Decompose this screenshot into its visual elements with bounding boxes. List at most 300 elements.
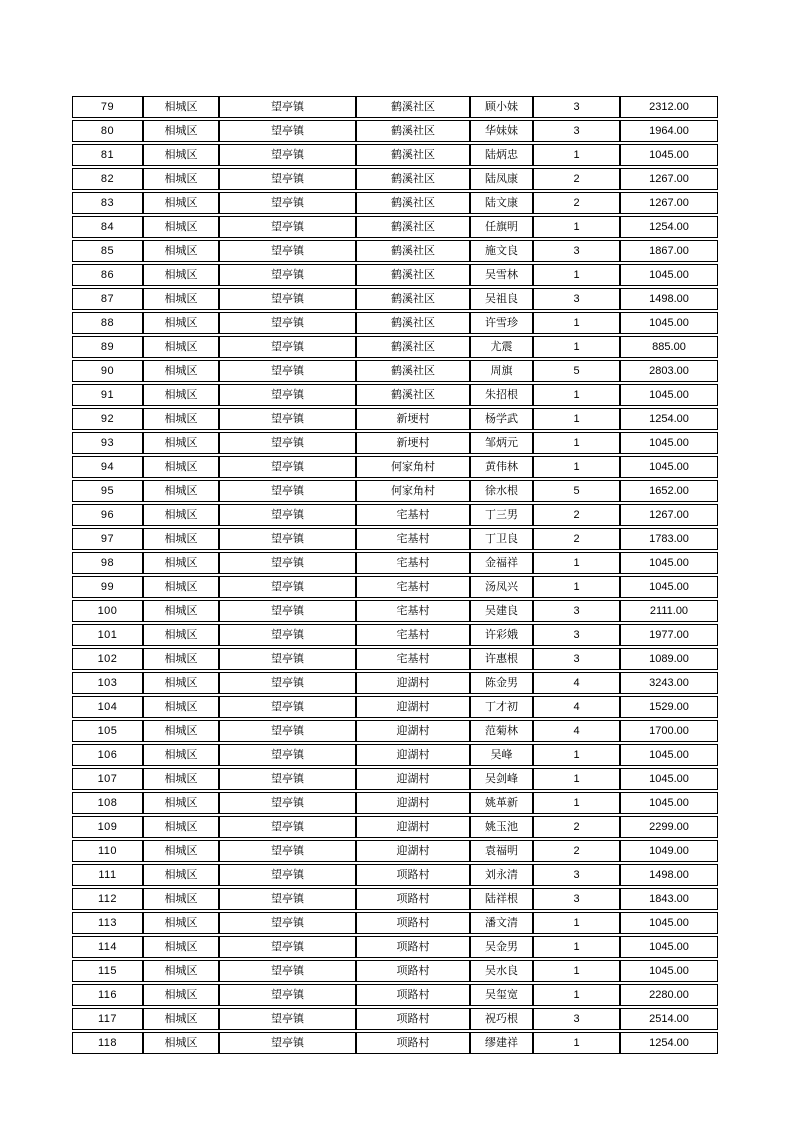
amount-cell: 2111.00 (620, 600, 718, 622)
name-cell: 刘永清 (470, 864, 533, 886)
village-cell: 项路村 (356, 1032, 470, 1054)
table-row (72, 984, 718, 1006)
row-number-cell: 100 (72, 600, 143, 622)
table-row (72, 480, 718, 502)
count-cell: 1 (533, 432, 620, 454)
count-cell: 1 (533, 984, 620, 1006)
village-cell: 迎湖村 (356, 720, 470, 742)
row-number-cell: 86 (72, 264, 143, 286)
district-cell: 相城区 (143, 216, 219, 238)
district-cell: 相城区 (143, 528, 219, 550)
town-cell: 望亭镇 (219, 504, 356, 526)
village-cell: 鹤溪社区 (356, 336, 470, 358)
district-cell: 相城区 (143, 984, 219, 1006)
name-cell: 丁卫良 (470, 528, 533, 550)
table-row (72, 264, 718, 286)
name-cell: 华妹妹 (470, 120, 533, 142)
district-cell: 相城区 (143, 432, 219, 454)
town-cell: 望亭镇 (219, 456, 356, 478)
count-cell: 1 (533, 1032, 620, 1054)
count-cell: 2 (533, 504, 620, 526)
town-cell: 望亭镇 (219, 888, 356, 910)
amount-cell: 1700.00 (620, 720, 718, 742)
village-cell: 鹤溪社区 (356, 144, 470, 166)
table-row (72, 672, 718, 694)
count-cell: 3 (533, 648, 620, 670)
town-cell: 望亭镇 (219, 1008, 356, 1030)
name-cell: 金福祥 (470, 552, 533, 574)
row-number-cell: 108 (72, 792, 143, 814)
name-cell: 黄伟林 (470, 456, 533, 478)
town-cell: 望亭镇 (219, 600, 356, 622)
town-cell: 望亭镇 (219, 96, 356, 118)
name-cell: 吴玺宽 (470, 984, 533, 1006)
village-cell: 鹤溪社区 (356, 240, 470, 262)
district-cell: 相城区 (143, 936, 219, 958)
row-number-cell: 84 (72, 216, 143, 238)
amount-cell: 2514.00 (620, 1008, 718, 1030)
row-number-cell: 105 (72, 720, 143, 742)
amount-cell: 1045.00 (620, 792, 718, 814)
village-cell: 宅基村 (356, 528, 470, 550)
name-cell: 祝巧根 (470, 1008, 533, 1030)
town-cell: 望亭镇 (219, 1032, 356, 1054)
name-cell: 姚革新 (470, 792, 533, 814)
table-row (72, 312, 718, 334)
table-row (72, 696, 718, 718)
count-cell: 2 (533, 168, 620, 190)
village-cell: 迎湖村 (356, 768, 470, 790)
table-row (72, 504, 718, 526)
amount-cell: 1267.00 (620, 504, 718, 526)
town-cell: 望亭镇 (219, 480, 356, 502)
village-cell: 项路村 (356, 960, 470, 982)
count-cell: 1 (533, 792, 620, 814)
table-row (72, 216, 718, 238)
village-cell: 鹤溪社区 (356, 288, 470, 310)
amount-cell: 1964.00 (620, 120, 718, 142)
table-row (72, 240, 718, 262)
count-cell: 1 (533, 456, 620, 478)
count-cell: 1 (533, 384, 620, 406)
table-row (72, 744, 718, 766)
table-row (72, 1032, 718, 1054)
count-cell: 1 (533, 144, 620, 166)
district-cell: 相城区 (143, 1032, 219, 1054)
row-number-cell: 110 (72, 840, 143, 862)
village-cell: 新埂村 (356, 432, 470, 454)
count-cell: 5 (533, 480, 620, 502)
amount-cell: 1498.00 (620, 288, 718, 310)
village-cell: 宅基村 (356, 648, 470, 670)
town-cell: 望亭镇 (219, 672, 356, 694)
table-row (72, 168, 718, 190)
district-cell: 相城区 (143, 336, 219, 358)
row-number-cell: 114 (72, 936, 143, 958)
district-cell: 相城区 (143, 672, 219, 694)
amount-cell: 885.00 (620, 336, 718, 358)
amount-cell: 1254.00 (620, 408, 718, 430)
row-number-cell: 93 (72, 432, 143, 454)
town-cell: 望亭镇 (219, 144, 356, 166)
village-cell: 迎湖村 (356, 792, 470, 814)
amount-cell: 1045.00 (620, 264, 718, 286)
table-row (72, 408, 718, 430)
count-cell: 3 (533, 288, 620, 310)
village-cell: 迎湖村 (356, 672, 470, 694)
amount-cell: 2299.00 (620, 816, 718, 838)
village-cell: 宅基村 (356, 576, 470, 598)
name-cell: 吴建良 (470, 600, 533, 622)
village-cell: 宅基村 (356, 552, 470, 574)
town-cell: 望亭镇 (219, 576, 356, 598)
town-cell: 望亭镇 (219, 816, 356, 838)
row-number-cell: 79 (72, 96, 143, 118)
district-cell: 相城区 (143, 504, 219, 526)
district-cell: 相城区 (143, 168, 219, 190)
amount-cell: 1049.00 (620, 840, 718, 862)
district-cell: 相城区 (143, 552, 219, 574)
amount-cell: 2803.00 (620, 360, 718, 382)
village-cell: 鹤溪社区 (356, 192, 470, 214)
name-cell: 潘文清 (470, 912, 533, 934)
name-cell: 吴雪林 (470, 264, 533, 286)
name-cell: 陆祥根 (470, 888, 533, 910)
town-cell: 望亭镇 (219, 408, 356, 430)
table-row (72, 96, 718, 118)
town-cell: 望亭镇 (219, 624, 356, 646)
amount-cell: 2280.00 (620, 984, 718, 1006)
district-cell: 相城区 (143, 912, 219, 934)
row-number-cell: 101 (72, 624, 143, 646)
amount-cell: 3243.00 (620, 672, 718, 694)
district-cell: 相城区 (143, 696, 219, 718)
town-cell: 望亭镇 (219, 168, 356, 190)
row-number-cell: 118 (72, 1032, 143, 1054)
town-cell: 望亭镇 (219, 960, 356, 982)
town-cell: 望亭镇 (219, 288, 356, 310)
town-cell: 望亭镇 (219, 216, 356, 238)
table-row (72, 720, 718, 742)
village-cell: 鹤溪社区 (356, 120, 470, 142)
row-number-cell: 81 (72, 144, 143, 166)
name-cell: 朱招根 (470, 384, 533, 406)
row-number-cell: 104 (72, 696, 143, 718)
table-row (72, 768, 718, 790)
town-cell: 望亭镇 (219, 864, 356, 886)
district-cell: 相城区 (143, 816, 219, 838)
row-number-cell: 83 (72, 192, 143, 214)
town-cell: 望亭镇 (219, 696, 356, 718)
name-cell: 许惠根 (470, 648, 533, 670)
table-row (72, 552, 718, 574)
table-row (72, 384, 718, 406)
name-cell: 徐水根 (470, 480, 533, 502)
district-cell: 相城区 (143, 768, 219, 790)
count-cell: 1 (533, 768, 620, 790)
amount-cell: 1867.00 (620, 240, 718, 262)
town-cell: 望亭镇 (219, 768, 356, 790)
district-cell: 相城区 (143, 960, 219, 982)
name-cell: 周旗 (470, 360, 533, 382)
payment-table-body (72, 96, 718, 1054)
village-cell: 新埂村 (356, 408, 470, 430)
name-cell: 陆凤康 (470, 168, 533, 190)
village-cell: 迎湖村 (356, 816, 470, 838)
count-cell: 1 (533, 960, 620, 982)
count-cell: 3 (533, 240, 620, 262)
town-cell: 望亭镇 (219, 984, 356, 1006)
row-number-cell: 107 (72, 768, 143, 790)
table-row (72, 840, 718, 862)
count-cell: 2 (533, 528, 620, 550)
count-cell: 1 (533, 312, 620, 334)
amount-cell: 1045.00 (620, 936, 718, 958)
town-cell: 望亭镇 (219, 312, 356, 334)
count-cell: 3 (533, 600, 620, 622)
amount-cell: 1267.00 (620, 168, 718, 190)
amount-cell: 1045.00 (620, 312, 718, 334)
table-row (72, 600, 718, 622)
village-cell: 鹤溪社区 (356, 312, 470, 334)
count-cell: 1 (533, 744, 620, 766)
amount-cell: 1254.00 (620, 216, 718, 238)
count-cell: 1 (533, 576, 620, 598)
name-cell: 吴祖良 (470, 288, 533, 310)
amount-cell: 1783.00 (620, 528, 718, 550)
count-cell: 1 (533, 264, 620, 286)
table-row (72, 1008, 718, 1030)
district-cell: 相城区 (143, 264, 219, 286)
town-cell: 望亭镇 (219, 240, 356, 262)
name-cell: 吴剑峰 (470, 768, 533, 790)
row-number-cell: 102 (72, 648, 143, 670)
name-cell: 丁才初 (470, 696, 533, 718)
name-cell: 顾小妹 (470, 96, 533, 118)
name-cell: 缪建祥 (470, 1032, 533, 1054)
amount-cell: 1045.00 (620, 144, 718, 166)
district-cell: 相城区 (143, 360, 219, 382)
town-cell: 望亭镇 (219, 648, 356, 670)
table-row (72, 432, 718, 454)
count-cell: 1 (533, 336, 620, 358)
row-number-cell: 117 (72, 1008, 143, 1030)
village-cell: 项路村 (356, 912, 470, 934)
district-cell: 相城区 (143, 408, 219, 430)
name-cell: 任旗明 (470, 216, 533, 238)
row-number-cell: 90 (72, 360, 143, 382)
village-cell: 迎湖村 (356, 840, 470, 862)
name-cell: 许彩娥 (470, 624, 533, 646)
amount-cell: 1045.00 (620, 768, 718, 790)
row-number-cell: 88 (72, 312, 143, 334)
village-cell: 鹤溪社区 (356, 360, 470, 382)
village-cell: 项路村 (356, 864, 470, 886)
row-number-cell: 94 (72, 456, 143, 478)
district-cell: 相城区 (143, 744, 219, 766)
row-number-cell: 85 (72, 240, 143, 262)
name-cell: 陈金男 (470, 672, 533, 694)
amount-cell: 1045.00 (620, 744, 718, 766)
table-row (72, 336, 718, 358)
district-cell: 相城区 (143, 240, 219, 262)
village-cell: 何家角村 (356, 456, 470, 478)
row-number-cell: 111 (72, 864, 143, 886)
district-cell: 相城区 (143, 840, 219, 862)
row-number-cell: 109 (72, 816, 143, 838)
town-cell: 望亭镇 (219, 384, 356, 406)
district-cell: 相城区 (143, 792, 219, 814)
town-cell: 望亭镇 (219, 264, 356, 286)
amount-cell: 1977.00 (620, 624, 718, 646)
town-cell: 望亭镇 (219, 432, 356, 454)
row-number-cell: 112 (72, 888, 143, 910)
count-cell: 1 (533, 552, 620, 574)
village-cell: 鹤溪社区 (356, 264, 470, 286)
village-cell: 项路村 (356, 888, 470, 910)
district-cell: 相城区 (143, 144, 219, 166)
amount-cell: 1089.00 (620, 648, 718, 670)
amount-cell: 1045.00 (620, 432, 718, 454)
amount-cell: 2312.00 (620, 96, 718, 118)
district-cell: 相城区 (143, 864, 219, 886)
row-number-cell: 96 (72, 504, 143, 526)
name-cell: 袁福明 (470, 840, 533, 862)
amount-cell: 1045.00 (620, 960, 718, 982)
count-cell: 4 (533, 696, 620, 718)
amount-cell: 1254.00 (620, 1032, 718, 1054)
count-cell: 3 (533, 864, 620, 886)
village-cell: 宅基村 (356, 504, 470, 526)
row-number-cell: 80 (72, 120, 143, 142)
count-cell: 1 (533, 408, 620, 430)
name-cell: 汤凤兴 (470, 576, 533, 598)
district-cell: 相城区 (143, 648, 219, 670)
village-cell: 项路村 (356, 984, 470, 1006)
row-number-cell: 87 (72, 288, 143, 310)
row-number-cell: 106 (72, 744, 143, 766)
row-number-cell: 103 (72, 672, 143, 694)
table-row (72, 864, 718, 886)
table-row (72, 192, 718, 214)
name-cell: 陆炳忠 (470, 144, 533, 166)
village-cell: 项路村 (356, 1008, 470, 1030)
table-row (72, 912, 718, 934)
village-cell: 何家角村 (356, 480, 470, 502)
row-number-cell: 97 (72, 528, 143, 550)
village-cell: 迎湖村 (356, 744, 470, 766)
district-cell: 相城区 (143, 600, 219, 622)
count-cell: 4 (533, 720, 620, 742)
row-number-cell: 92 (72, 408, 143, 430)
village-cell: 宅基村 (356, 600, 470, 622)
name-cell: 施文良 (470, 240, 533, 262)
town-cell: 望亭镇 (219, 336, 356, 358)
town-cell: 望亭镇 (219, 528, 356, 550)
row-number-cell: 99 (72, 576, 143, 598)
village-cell: 鹤溪社区 (356, 384, 470, 406)
table-row (72, 576, 718, 598)
town-cell: 望亭镇 (219, 936, 356, 958)
table-row (72, 888, 718, 910)
name-cell: 邹炳元 (470, 432, 533, 454)
district-cell: 相城区 (143, 720, 219, 742)
village-cell: 迎湖村 (356, 696, 470, 718)
table-row (72, 288, 718, 310)
district-cell: 相城区 (143, 480, 219, 502)
town-cell: 望亭镇 (219, 192, 356, 214)
amount-cell: 1045.00 (620, 384, 718, 406)
district-cell: 相城区 (143, 312, 219, 334)
name-cell: 许雪珍 (470, 312, 533, 334)
village-cell: 宅基村 (356, 624, 470, 646)
name-cell: 吴峰 (470, 744, 533, 766)
town-cell: 望亭镇 (219, 720, 356, 742)
count-cell: 3 (533, 96, 620, 118)
amount-cell: 1652.00 (620, 480, 718, 502)
town-cell: 望亭镇 (219, 120, 356, 142)
table-row (72, 792, 718, 814)
amount-cell: 1498.00 (620, 864, 718, 886)
amount-cell: 1843.00 (620, 888, 718, 910)
count-cell: 2 (533, 816, 620, 838)
village-cell: 鹤溪社区 (356, 216, 470, 238)
row-number-cell: 98 (72, 552, 143, 574)
amount-cell: 1045.00 (620, 912, 718, 934)
count-cell: 3 (533, 1008, 620, 1030)
district-cell: 相城区 (143, 384, 219, 406)
amount-cell: 1045.00 (620, 456, 718, 478)
table-row (72, 144, 718, 166)
table-row (72, 936, 718, 958)
town-cell: 望亭镇 (219, 792, 356, 814)
district-cell: 相城区 (143, 888, 219, 910)
count-cell: 2 (533, 840, 620, 862)
district-cell: 相城区 (143, 576, 219, 598)
town-cell: 望亭镇 (219, 912, 356, 934)
district-cell: 相城区 (143, 456, 219, 478)
district-cell: 相城区 (143, 192, 219, 214)
count-cell: 5 (533, 360, 620, 382)
row-number-cell: 89 (72, 336, 143, 358)
amount-cell: 1267.00 (620, 192, 718, 214)
row-number-cell: 115 (72, 960, 143, 982)
town-cell: 望亭镇 (219, 360, 356, 382)
table-row (72, 360, 718, 382)
count-cell: 2 (533, 192, 620, 214)
row-number-cell: 113 (72, 912, 143, 934)
table-row (72, 816, 718, 838)
count-cell: 1 (533, 216, 620, 238)
row-number-cell: 91 (72, 384, 143, 406)
village-cell: 项路村 (356, 936, 470, 958)
count-cell: 1 (533, 912, 620, 934)
amount-cell: 1045.00 (620, 576, 718, 598)
amount-cell: 1529.00 (620, 696, 718, 718)
town-cell: 望亭镇 (219, 840, 356, 862)
name-cell: 姚玉池 (470, 816, 533, 838)
amount-cell: 1045.00 (620, 552, 718, 574)
table-row (72, 624, 718, 646)
name-cell: 吴金男 (470, 936, 533, 958)
count-cell: 3 (533, 624, 620, 646)
town-cell: 望亭镇 (219, 744, 356, 766)
district-cell: 相城区 (143, 1008, 219, 1030)
payment-table (72, 94, 718, 1056)
district-cell: 相城区 (143, 624, 219, 646)
count-cell: 4 (533, 672, 620, 694)
name-cell: 杨学武 (470, 408, 533, 430)
